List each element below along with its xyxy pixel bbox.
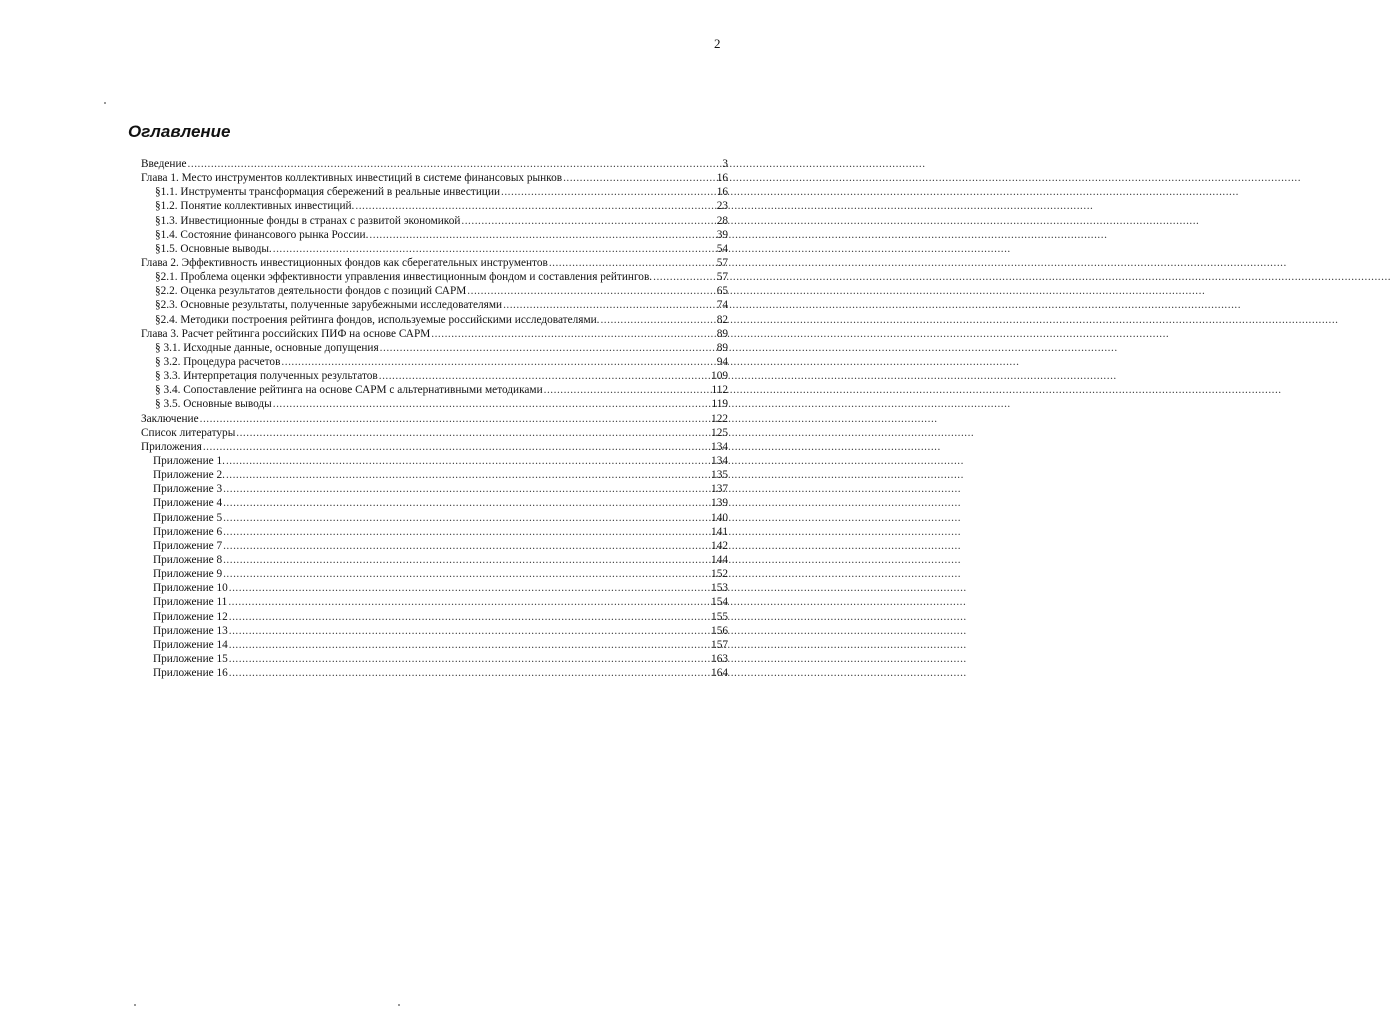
toc-entry-page: 89 [716,327,728,340]
toc-dot-leader [273,242,716,256]
scan-speck [104,102,106,104]
toc-entry-title: Приложение 1. [153,454,225,467]
toc-entry-title: §1.3. Инвестиционные фонды в странах с развитой экономикой [155,214,461,227]
toc-dot-leader [563,171,716,185]
toc-entry-page: 16 [716,172,728,185]
toc-entry-title: Приложение 8 [153,553,223,566]
toc-dot-leader [653,270,716,284]
toc-entry[interactable] [141,638,728,652]
toc-dot-leader [461,214,715,228]
toc-entry-title: Глава 3. Расчет рейтинга российских ПИФ на основе САРМ [141,327,431,340]
toc-heading: Оглавление [128,122,231,141]
toc-dot-leader [236,426,710,440]
toc-entry-page: 135 [711,469,728,482]
toc-entry-title: Приложение 12 [153,610,228,623]
toc-entry-title: §2.2. Оценка результатов деятельности фондов с позиций САРМ [155,285,467,298]
toc-entry[interactable] [141,496,728,510]
toc-entry-page: 57 [716,271,728,284]
table-of-contents [141,157,728,680]
toc-entry-title: Приложение 15 [153,652,228,665]
toc-dot-leader [223,553,710,567]
toc-entry-page: 74 [716,299,728,312]
toc-entry-page: 39 [716,228,728,241]
toc-entry[interactable] [141,284,728,298]
toc-entry-title: Приложение 10 [153,582,228,595]
toc-entry[interactable] [141,482,728,496]
toc-entry-title: Приложение 14 [153,638,228,651]
toc-dot-leader [369,228,715,242]
toc-entry-title: § 3.3. Интерпретация полученных результатов [155,370,378,383]
toc-entry-page: 28 [716,214,728,227]
toc-dot-leader [229,610,710,624]
toc-entry[interactable] [141,341,728,355]
toc-entry[interactable] [141,185,728,199]
toc-entry[interactable] [141,327,728,341]
toc-dot-leader [503,298,716,312]
toc-entry-page: 153 [711,582,728,595]
toc-entry[interactable] [141,610,728,624]
toc-entry-title: §2.1. Проблема оценки эффективности управления инвестиционным фондом и составления рейтингов. [155,271,653,284]
toc-dot-leader [229,666,710,680]
toc-dot-leader [229,624,710,638]
toc-entry-title: Приложение 2. [153,469,225,482]
toc-entry-title: §1.2. Понятие коллективных инвестиций. [155,200,355,213]
toc-entry[interactable] [141,199,728,213]
toc-entry-page: 155 [711,610,728,623]
toc-entry[interactable] [141,440,728,454]
toc-entry-title: §1.1. Инструменты трансформация сбережений в реальные инвестиции [155,186,501,199]
toc-entry-page: 154 [711,596,728,609]
toc-entry-title: Глава 1. Место инструментов коллективных инвестиций в системе финансовых рынков [141,172,563,185]
toc-entry[interactable] [141,581,728,595]
toc-dot-leader [229,652,710,666]
toc-entry-title: Приложение 16 [153,667,228,680]
toc-dot-leader [600,313,715,327]
toc-entry[interactable] [141,355,728,369]
toc-entry[interactable] [141,666,728,680]
toc-dot-leader [467,284,715,298]
toc-entry[interactable] [141,369,728,383]
toc-entry[interactable] [141,595,728,609]
toc-dot-leader [281,355,715,369]
toc-entry[interactable] [141,242,728,256]
toc-entry-title: §2.4. Методики построения рейтинга фондов, используемые российскими исследователями. [155,313,600,326]
toc-entry[interactable] [141,383,728,397]
toc-entry-page: 163 [711,652,728,665]
toc-entry-page: 112 [711,384,728,397]
toc-dot-leader [431,327,715,341]
toc-entry-page: 134 [711,454,728,467]
toc-entry[interactable] [141,228,728,242]
toc-entry-page: 142 [711,539,728,552]
toc-entry-page: 157 [711,638,728,651]
toc-dot-leader [380,341,716,355]
toc-dot-leader [223,525,710,539]
toc-dot-leader [226,468,710,482]
toc-entry-page: 125 [711,426,728,439]
toc-entry[interactable] [141,468,728,482]
toc-dot-leader [223,511,710,525]
toc-entry-title: Приложения [141,440,202,453]
toc-entry-title: Приложение 11 [153,596,228,609]
toc-entry-page: 119 [711,398,728,411]
toc-entry-title: Глава 2. Эффективность инвестиционных фондов как сберегательных инструментов [141,256,548,269]
toc-entry-page: 139 [711,497,728,510]
toc-entry[interactable] [141,313,728,327]
toc-entry-page: 94 [716,355,728,368]
scan-speck [134,1004,136,1006]
toc-dot-leader [223,539,710,553]
toc-entry-page: 54 [716,242,728,255]
scan-speck [398,1004,400,1006]
toc-entry-page: 134 [711,440,728,453]
toc-entry[interactable] [141,553,728,567]
toc-entry-title: Приложение 6 [153,525,223,538]
toc-dot-leader [203,440,710,454]
toc-entry-title: Приложение 4 [153,497,223,510]
toc-dot-leader [223,496,710,510]
toc-entry-page: 109 [711,370,728,383]
toc-dot-leader [355,199,715,213]
toc-entry[interactable] [141,652,728,666]
toc-entry-title: § 3.5. Основные выводы [155,398,272,411]
toc-entry[interactable] [141,624,728,638]
toc-entry-title: §2.3. Основные результаты, полученные зарубежными исследователями [155,299,503,312]
toc-entry-page: 141 [711,525,728,538]
toc-entry-page: 23 [716,200,728,213]
toc-entry[interactable] [141,256,728,270]
toc-entry-page: 152 [711,568,728,581]
toc-entry[interactable] [141,539,728,553]
toc-dot-leader [379,369,710,383]
toc-dot-leader [223,567,710,581]
toc-entry-title: Приложение 5 [153,511,223,524]
toc-entry-page: 3 [722,158,728,170]
toc-entry[interactable] [141,270,728,284]
toc-entry-title: Приложение 3 [153,483,223,496]
toc-entry[interactable] [141,567,728,581]
toc-dot-leader [188,157,722,171]
toc-entry-title: § 3.1. Исходные данные, основные допущения [155,341,379,354]
toc-entry[interactable] [141,454,728,468]
toc-entry-title: Список литературы [141,426,236,439]
toc-entry[interactable] [141,298,728,312]
toc-entry[interactable] [141,157,728,171]
toc-entry[interactable] [141,171,728,185]
toc-dot-leader [229,638,710,652]
toc-entry-title: Приложение 7 [153,539,223,552]
toc-dot-leader [229,581,710,595]
toc-entry-title: Приложение 9 [153,568,223,581]
toc-dot-leader [549,256,716,270]
toc-entry-title: Заключение [141,412,199,425]
toc-entry-page: 89 [716,341,728,354]
toc-entry-page: 156 [711,624,728,637]
toc-entry-page: 137 [711,483,728,496]
toc-entry-page: 65 [716,285,728,298]
toc-dot-leader [273,397,711,411]
toc-dot-leader [200,412,710,426]
toc-dot-leader [544,383,711,397]
toc-dot-leader [226,454,710,468]
toc-entry-page: 82 [716,313,728,326]
toc-entry-title: § 3.2. Процедура расчетов [155,355,281,368]
toc-entry-page: 16 [716,186,728,199]
toc-entry-title: §1.5. Основные выводы. [155,242,272,255]
toc-entry-title: Приложение 13 [153,624,228,637]
toc-dot-leader [501,185,716,199]
toc-entry-page: 122 [711,412,728,425]
toc-entry-page: 164 [711,667,728,680]
toc-entry[interactable] [141,412,728,426]
toc-entry[interactable] [141,397,728,411]
toc-entry-page: 57 [716,256,728,269]
toc-entry-title: §1.4. Состояние финансового рынка России. [155,228,369,241]
toc-entry[interactable] [141,214,728,228]
toc-entry[interactable] [141,426,728,440]
toc-entry-page: 144 [711,553,728,566]
toc-entry-title: Введение [141,158,187,170]
toc-entry[interactable] [141,525,728,539]
toc-dot-leader [223,482,710,496]
toc-dot-leader [228,595,710,609]
toc-entry-title: § 3.4. Сопоставление рейтинга на основе САРМ с альтернативными методиками [155,384,543,397]
toc-entry[interactable] [141,511,728,525]
toc-entry-page: 140 [711,511,728,524]
page-number: 2 [714,36,721,51]
